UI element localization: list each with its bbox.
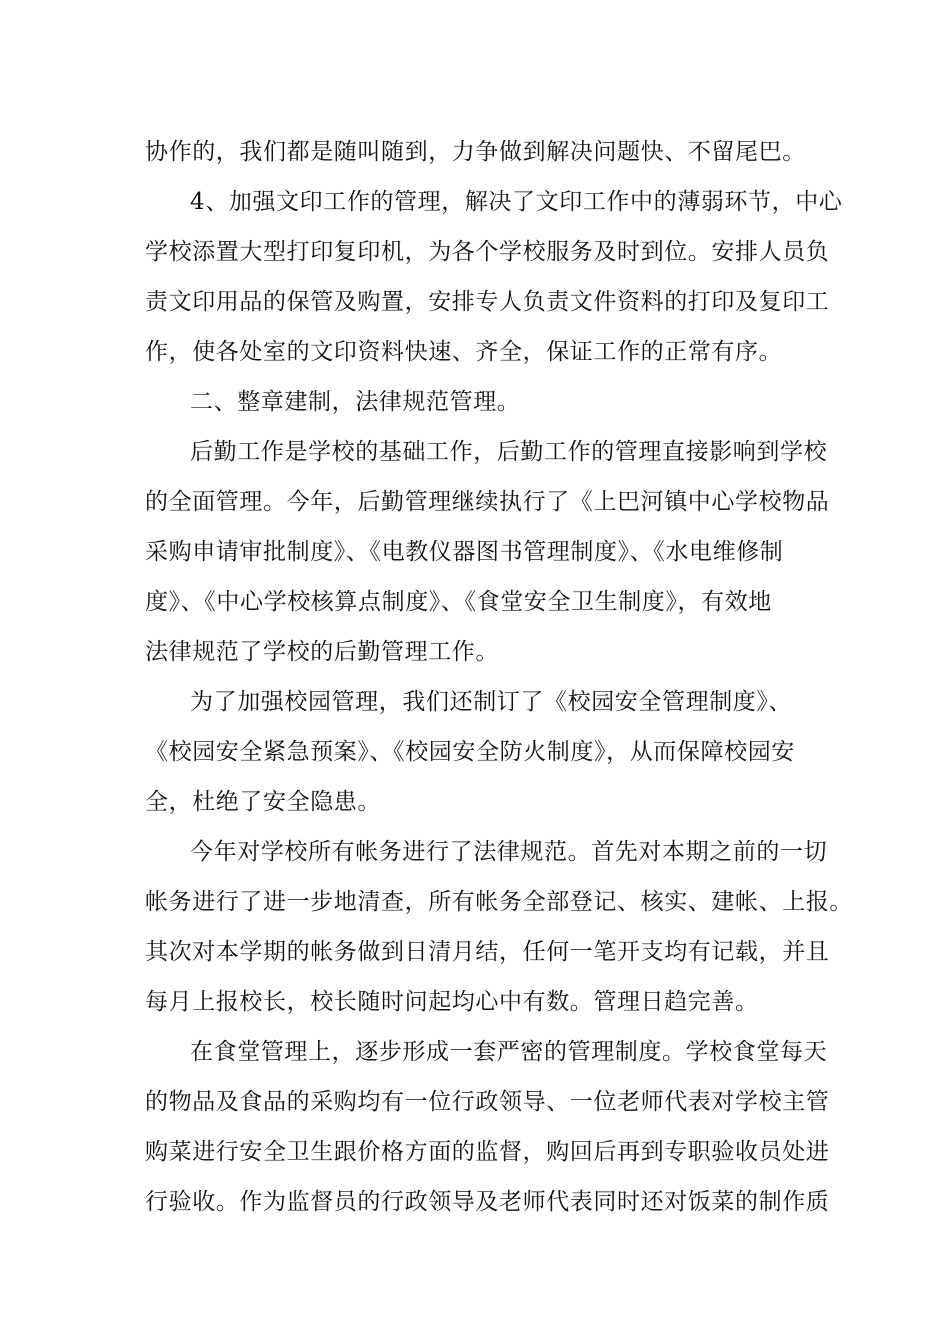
text-line: 全，杜绝了安全隐患。 — [145, 789, 381, 815]
text-line: 4、加强文印工作的管理，解决了文印工作中的薄弱环节，中心 — [190, 189, 843, 215]
text-line: 度》、《中心学校核算点制度》、《食堂安全卫生制度》，有效地 — [145, 589, 772, 615]
text-line: 协作的，我们都是随叫随到，力争做到解决问题快、不留尾巴。 — [145, 139, 806, 165]
text-line: 为了加强校园管理，我们还制订了《校园安全管理制度》、 — [190, 689, 793, 715]
text-line: 《校园安全紧急预案》、《校园安全防火制度》，从而保障校园安 — [145, 739, 795, 765]
text-line: 采购申请审批制度》、《电教仪器图书管理制度》、《水电维修制 — [145, 539, 784, 565]
text-line: 行验收。作为监督员的行政领导及老师代表同时还对饭菜的制作质 — [145, 1189, 830, 1215]
section-heading: 二、整章建制，法律规范管理。 — [190, 389, 521, 415]
text-line: 在食堂管理上，逐步形成一套严密的管理制度。学校食堂每天 — [190, 1039, 828, 1065]
text-line: 购菜进行安全卫生跟价格方面的监督，购回后再到专职验收员处进 — [145, 1139, 830, 1165]
text-line: 今年对学校所有帐务进行了法律规范。首先对本期之前的一切 — [190, 839, 828, 865]
text-line: 其次对本学期的帐务做到日清月结，任何一笔开支均有记载，并且 — [145, 939, 830, 965]
text-line: 帐务进行了进一步地清查，所有帐务全部登记、核实、建帐、上报。 — [145, 889, 853, 915]
text-line: 的全面管理。今年，后勤管理继续执行了《上巴河镇中心学校物品 — [145, 489, 830, 515]
text-line: 学校添置大型打印复印机，为各个学校服务及时到位。安排人员负 — [145, 239, 830, 265]
text-line: 后勤工作是学校的基础工作，后勤工作的管理直接影响到学校 — [190, 439, 828, 465]
text-line: 作，使各处室的文印资料快速、齐全，保证工作的正常有序。 — [145, 339, 783, 365]
text-line: 责文印用品的保管及购置，安排专人负责文件资料的打印及复印工 — [145, 289, 830, 315]
text-line: 的物品及食品的采购均有一位行政领导、一位老师代表对学校主管 — [145, 1089, 830, 1115]
text-line: 每月上报校长，校长随时问起均心中有数。管理日趋完善。 — [145, 989, 759, 1015]
text-line: 法律规范了学校的后勤管理工作。 — [145, 639, 499, 665]
